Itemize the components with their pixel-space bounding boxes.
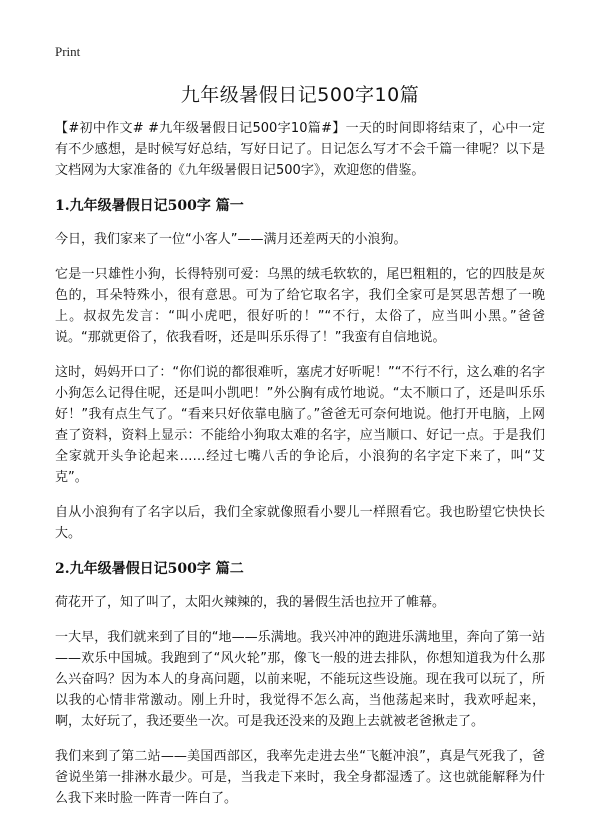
section-heading-2: 2.九年级暑假日记500字 篇二	[55, 561, 244, 577]
section-heading-1: 1.九年级暑假日记500字 篇一	[55, 198, 244, 214]
section-1-paragraph: 它是一只雄性小狗，长得特别可爱：乌黑的绒毛软软的，尾巴粗粗的，它的四肢是灰色的，耳朵特殊小，很有意思。可为了给它取名字，我们全家可是冥思苦想了一晚上。叔叔先发言：“叫小虎吧，很好听的！”“不行，太俗了，应当叫小黑。”爸爸说。“那就更俗了，依我看呀，还是叫乐乐得了！”我蛮有自信地说。	[55, 267, 545, 345]
section-2-paragraph: 荷花开了，知了叫了，太阳火辣辣的，我的暑假生活也拉开了帷幕。	[55, 595, 446, 610]
section-1-paragraph: 这时，妈妈开口了：“你们说的都很难听，塞虎才好听呢！”“不行不行，这么难的名字小狗怎么记得住呢，还是叫小凯吧！”外公胸有成竹地说。“太不顺口了，还是叫乐乐好！”我有点生气了。“看来只好依靠电脑了。”爸爸无可奈何地说。他打开电脑，上网查了资料，资料上显示：不能给小狗取太难的名字，应当顺口、好记一点。于是我们全家就开头争论起来……经过七嘴八舌的争论后，小浪狗的名字定下来了，叫“艾克”。	[55, 365, 545, 485]
print-link[interactable]: Print	[55, 44, 81, 59]
article-body	[55, 118, 545, 823]
intro-paragraph: 【#初中作文# #九年级暑假日记500字10篇#】一天的时间即将结束了，心中一定有不少感想，是时候写好总结，写好日记了。日记怎么写才不会千篇一律呢？以下是文档网为大家准备的《九年级暑假日记500字》，欢迎您的借鉴。	[55, 121, 545, 178]
section-1-paragraph: 自从小浪狗有了名字以后，我们全家就像照看小婴儿一样照看它。我也盼望它快快长大。	[55, 505, 545, 541]
section-2-paragraph: 一大早，我们就来到了目的“地——乐满地。我兴冲冲的跑进乐满地里，奔向了第一站——欢乐中国城。我跑到了“风火轮”那，像飞一般的进去排队，你想知道我为什么那么兴奋吗？因为本人的身高问题，以前来呢，不能玩这些设施。现在我可以玩了，所以我的心情非常激动。刚上升时，我觉得不怎么高，当他荡起来时，我欢呼起来，啊，太好玩了，我还要坐一次。可是我还没来的及跑上去就被老爸揪走了。	[55, 630, 545, 729]
page-title: 九年级暑假日记500字10篇	[180, 84, 420, 106]
section-1-paragraph: 今日，我们家来了一位“小客人”——满月还差两天的小浪狗。	[55, 232, 407, 247]
section-2-paragraph: 我们来到了第二站——美国西部区，我率先走进去坐“飞艇冲浪”，真是气死我了，爸爸说坐第一排淋水最少。可是，当我走下来时，我全身都湿透了。这也就能解释为什么我下来时脸一阵青一阵白了。	[55, 749, 545, 806]
